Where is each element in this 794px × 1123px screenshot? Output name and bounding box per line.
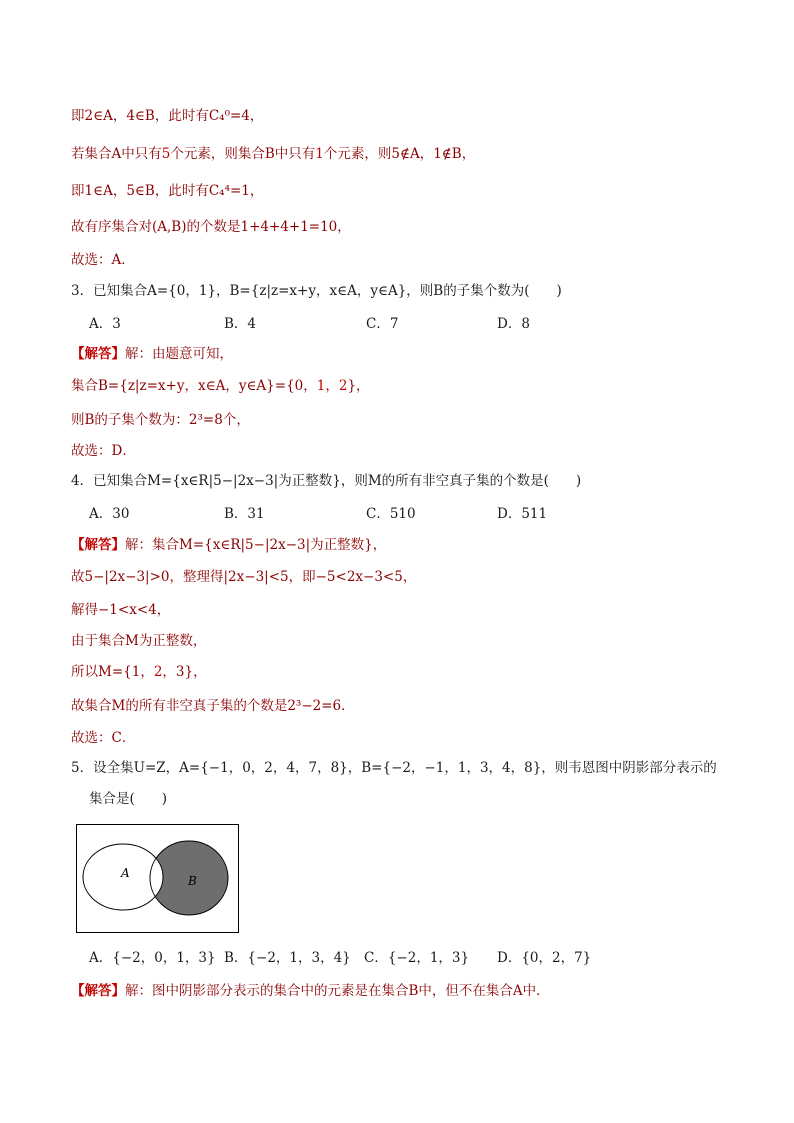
highlight-number: 2 (153, 664, 163, 680)
solution-line (71, 107, 263, 125)
solution-text: 则B的子集个数为：2³=8个， (71, 412, 250, 428)
q4-solution-line (71, 632, 206, 650)
solution-text: 故有序集合对(A,B)的个数是1+4+4+1=10， (71, 219, 351, 235)
q5-option-b: B．{−2，1，3，4} (224, 950, 351, 966)
q3-solution-line (71, 411, 250, 429)
solution-text: A中只有 (111, 146, 162, 162)
solution-text: 故5−|2x−3|>0，整理得|2x−3|<5，即−5<2x−3<5， (71, 569, 417, 585)
solution-text: 故选：A． (71, 252, 135, 268)
q4-solution-line (71, 663, 207, 681)
venn-diagram (76, 824, 239, 933)
answer-intro: 解：集合M={x∈R|5−|2x−3|为正整数}， (125, 537, 387, 553)
q4-option-c: C．510 (366, 506, 416, 522)
question-5-stem-cont: 集合是( ) (89, 791, 168, 807)
highlight-number: 2 (338, 378, 348, 394)
q4-option-a: A．30 (89, 506, 130, 522)
q4-option-b: B．31 (224, 506, 265, 522)
highlight-number: 5 (161, 146, 171, 162)
solution-text: 由于集合M为正整数， (71, 633, 207, 649)
solution-text: 故选：C． (71, 730, 136, 746)
solution-text: ，3}， (162, 664, 207, 680)
set-a-label: A (121, 866, 130, 880)
highlight-number: 1 (315, 146, 324, 162)
q5-option-d: D．{0，2，7} (497, 950, 592, 966)
highlight-number: 1 (316, 378, 326, 394)
solution-text: 个元素，则5∉A，1∉B， (323, 146, 476, 162)
q3-answer-header (71, 345, 233, 363)
solution-text: 故选：D． (71, 443, 136, 459)
q4-option-d: D．511 (497, 506, 548, 522)
solution-text: B中只有 (264, 146, 316, 162)
answer-intro: 解：由题意可知， (125, 346, 233, 362)
q5-option-c: C．{−2，1，3} (364, 950, 470, 966)
answer-tag: 【解答】 (71, 983, 125, 999)
q5-answer-header (71, 982, 550, 1000)
q3-option-c: C．7 (366, 316, 399, 332)
solution-line (71, 251, 135, 269)
solution-text: ， (325, 378, 339, 394)
solution-text: 即1∈A，5∈B，此时有C₄⁴=1， (71, 183, 264, 199)
solution-text: 故集合M的所有非空真子集的个数是2³−2=6． (71, 698, 355, 714)
q5-option-a: A．{−2，0，1，3} (89, 950, 216, 966)
answer-tag: 【解答】 (71, 346, 125, 362)
venn-diagram-svg (76, 824, 239, 933)
q4-solution-line (71, 729, 135, 747)
q4-solution-line (71, 601, 170, 619)
question-4-stem: 4．已知集合M={x∈R|5−|2x−3|为正整数}，则M的所有非空真子集的个数是( ) (71, 473, 582, 489)
q4-solution-line (71, 568, 416, 586)
q3-option-a: A．3 (89, 316, 121, 332)
q3-option-b: B．4 (224, 316, 257, 332)
set-b-label: B (188, 874, 197, 888)
solution-text: 若集合 (71, 146, 112, 162)
solution-text: 集合B={z|z=x+y，x∈A，y∈A}={0， (71, 378, 317, 394)
solution-line (71, 182, 263, 200)
q3-option-d: D．8 (497, 316, 530, 332)
solution-text: 解得−1<x<4， (71, 602, 171, 618)
question-5-stem: 5．设全集U=Z，A={−1，0，2，4，7，8}，B={−2，−1，1，3，4，8}，则韦恩图中阴影部分表示的 (71, 760, 717, 776)
answer-intro: 解：图中阴影部分表示的集合中的元素是在集合B中，但不在集合A中． (125, 983, 550, 999)
solution-line (71, 145, 475, 163)
q3-solution-line (71, 377, 370, 395)
solution-text: 即2∈A，4∈B，此时有C₄⁰=4， (71, 108, 264, 124)
q3-solution-line (71, 442, 136, 460)
solution-text: }， (347, 378, 370, 394)
solution-text: 个元素，则集合 (170, 146, 265, 162)
answer-tag: 【解答】 (71, 537, 125, 553)
q4-answer-header (71, 536, 386, 554)
question-3-stem: 3．已知集合A={0，1}，B={z|z=x+y，x∈A，y∈A}，则B的子集个数为( ) (71, 283, 562, 299)
solution-text: 所以M={1， (71, 664, 154, 680)
solution-line (71, 218, 351, 236)
q4-solution-line (71, 697, 355, 715)
